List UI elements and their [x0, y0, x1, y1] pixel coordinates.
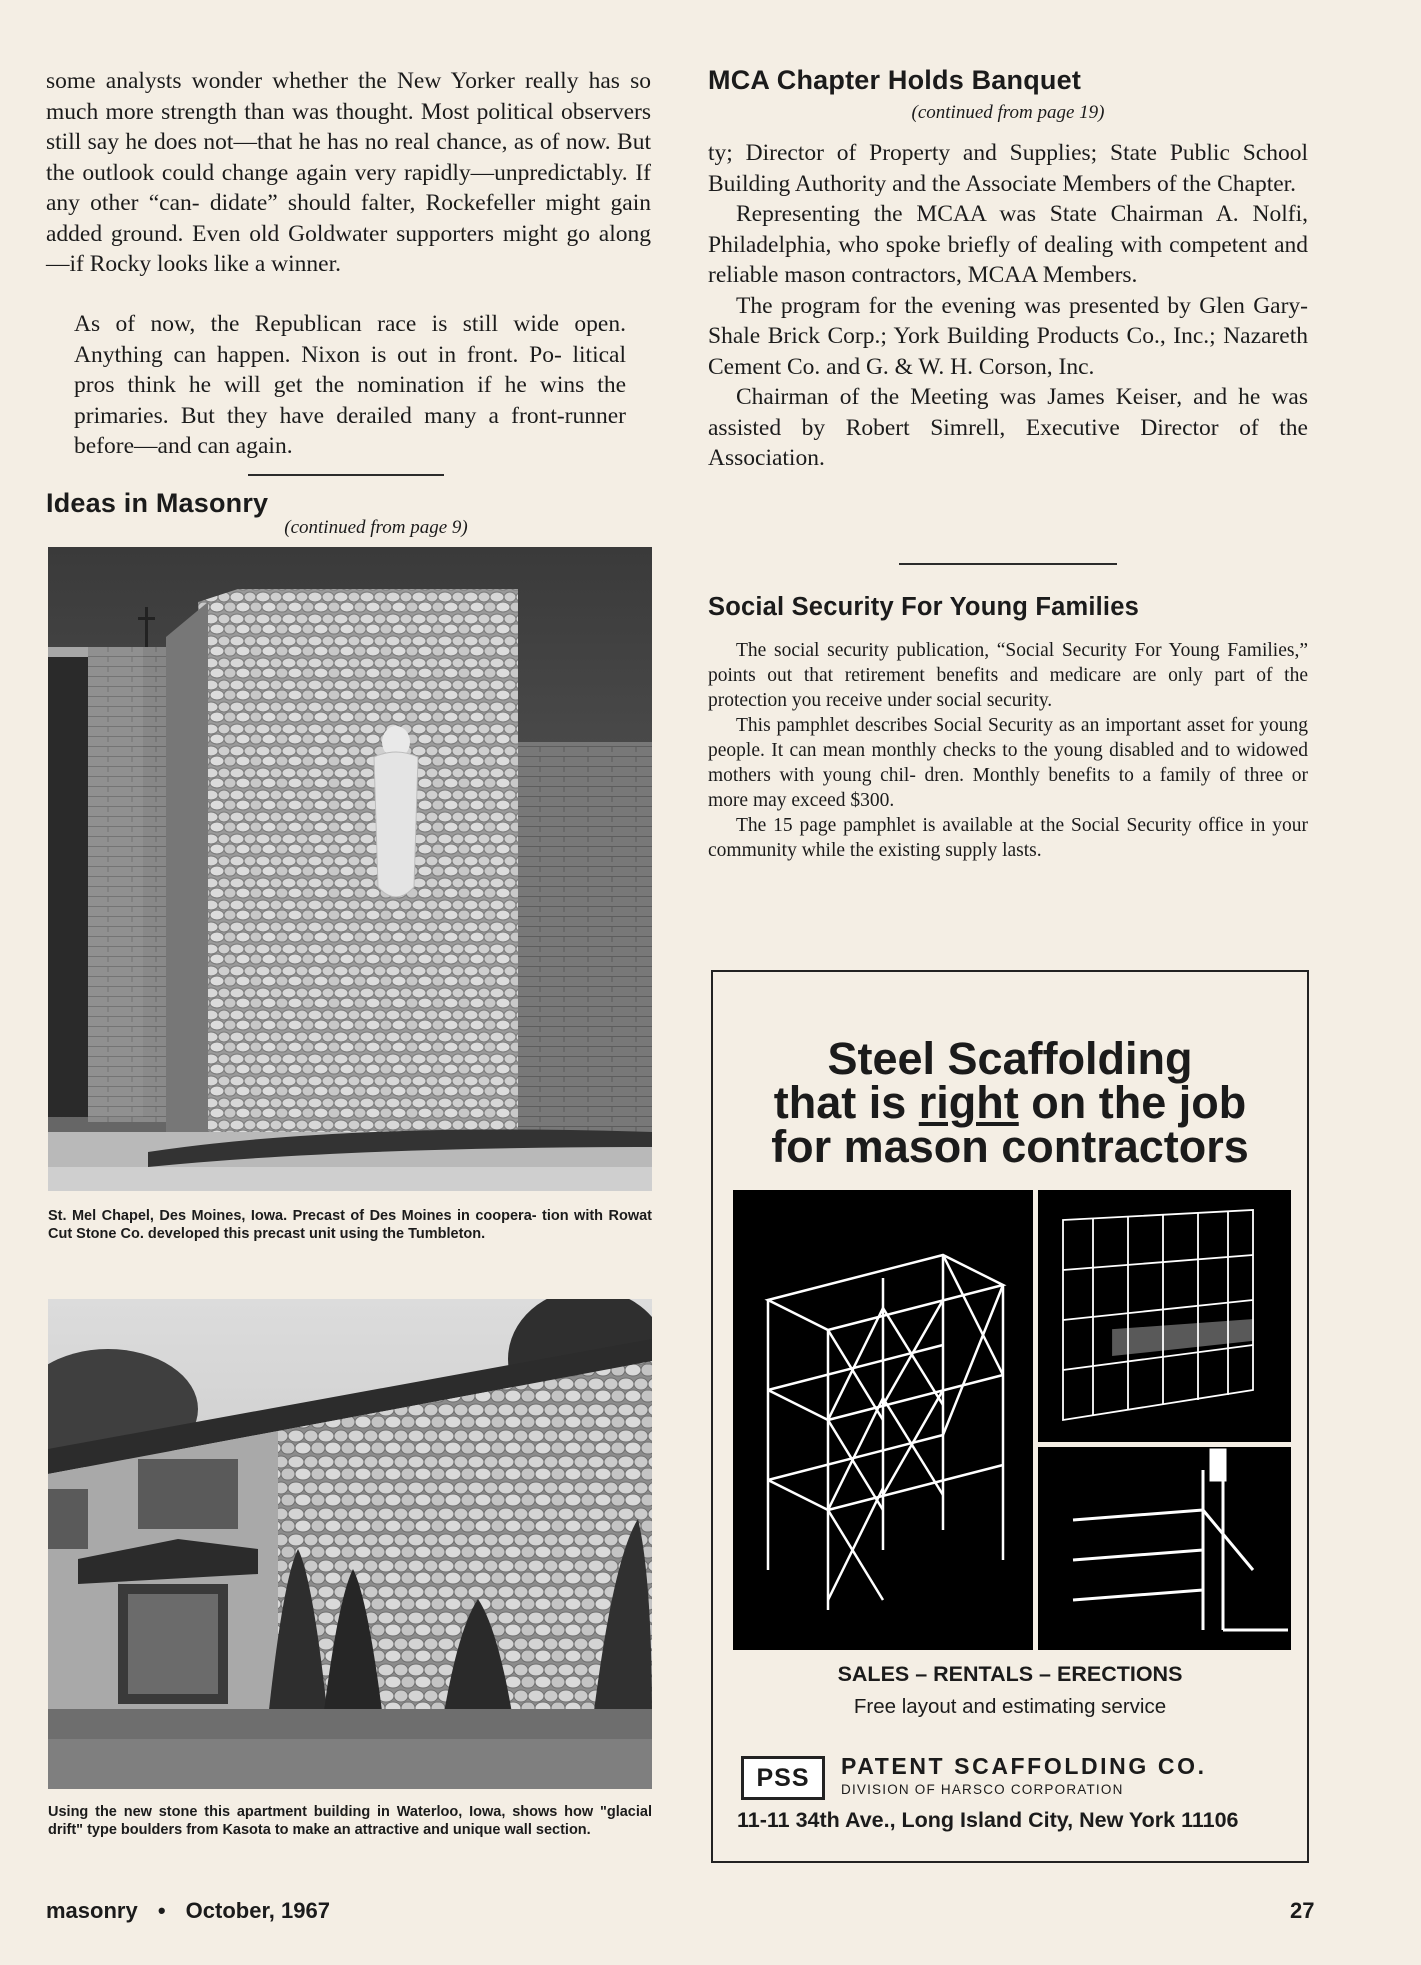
section-divider	[899, 563, 1117, 565]
mca-heading: MCA Chapter Holds Banquet	[708, 65, 1082, 95]
footer-bullet: •	[157, 1898, 166, 1923]
mca-paragraph: The program for the evening was presented by Glen Gary-Shale Brick Corp.; York Building Products Co., Inc.; Nazareth Cement Co. and G. & W. H. Corson, Inc.	[708, 292, 1308, 380]
ad-company-name: PATENT SCAFFOLDING CO.	[841, 1753, 1207, 1779]
footer-magazine-name: masonry	[46, 1898, 138, 1923]
intro-paragraph: some analysts wonder whether the New Yorker really has so much more strength than was thought. Most political observers still say he does not—that he has no real chance, as of now. But the outlook could change again very rapidly—unpredictably. If any other “can- didate” should falter, Rockefeller might gain added ground. Even old Goldwater supporters might go along —if Rocky looks like a winner.	[46, 68, 651, 277]
ideas-continued-note: (continued from page 9)	[284, 517, 468, 538]
ad-free-service: Free layout and estimating service	[853, 1695, 1167, 1718]
social-security-body	[708, 638, 1308, 863]
mca-paragraph: ty; Director of Property and Supplies; State Public School Building Authority and the Associate Members of the Chapter.	[708, 140, 1308, 197]
ad-services: SALES – RENTALS – ERECTIONS	[837, 1662, 1183, 1686]
ad-headline	[713, 1033, 1307, 1172]
mca-article-body	[708, 138, 1308, 474]
ad-division: DIVISION OF HARSCO CORPORATION	[841, 1782, 1124, 1797]
social-security-paragraph: The social security publication, “Social Security For Young Families,” points out that retirement benefits and medicare are only part of the protection you receive under social security.	[708, 640, 1308, 711]
scaffolding-advertisement	[711, 970, 1309, 1863]
page-number: 27	[1290, 1898, 1315, 1923]
apartment-photo	[48, 1299, 652, 1789]
page-footer	[46, 1898, 330, 1924]
apartment-photo-image	[48, 1299, 652, 1789]
chapel-photo-image	[48, 547, 652, 1191]
ad-headline-line2-post: on the job	[1018, 1077, 1247, 1128]
mca-paragraph: Representing the MCAA was State Chairman A. Nolfi, Philadelphia, who spoke briefly of dealing with competent and reliable mason contractors, MCAA Members.	[708, 201, 1308, 288]
mca-paragraph: Chairman of the Meeting was James Keiser, and he was assisted by Robert Simrell, Executive Director of the Association.	[708, 384, 1308, 471]
chapel-photo	[48, 547, 652, 1191]
ideas-heading: Ideas in Masonry	[46, 488, 269, 518]
ad-address: 11-11 34th Ave., Long Island City, New York 11106	[737, 1808, 1239, 1832]
ad-headline-line2-underlined: right	[918, 1077, 1019, 1128]
footer-date: October, 1967	[185, 1898, 330, 1923]
section-divider	[248, 474, 444, 476]
pss-logo-text: PSS	[756, 1764, 810, 1792]
mca-continued-note: (continued from page 19)	[911, 102, 1105, 123]
scaffolding-illustration-drawing	[733, 1190, 1291, 1650]
social-security-paragraph: The 15 page pamphlet is available at the Social Security office in your community while the existing supply lasts.	[708, 815, 1308, 861]
chapel-photo-caption: St. Mel Chapel, Des Moines, Iowa. Precast of Des Moines in coopera- tion with Rowat Cut Stone Co. developed this precast unit using the Tumbleton.	[48, 1208, 652, 1242]
pss-logo	[741, 1756, 825, 1800]
social-security-paragraph: This pamphlet describes Social Security as an important asset for young people. It can mean monthly checks to the young disabled and to widowed mothers with young chil- dren. Monthly benefits to a family of three or more may exceed $300.	[708, 715, 1308, 811]
apartment-photo-caption: Using the new stone this apartment building in Waterloo, Iowa, shows how "glacial drift" type boulders from Kasota to make an attractive and unique wall section.	[48, 1804, 652, 1838]
scaffolding-illustration	[733, 1190, 1291, 1650]
ad-headline-line3: for mason contractors	[771, 1121, 1249, 1172]
social-security-heading: Social Security For Young Families	[708, 593, 1139, 621]
republican-race-paragraph: As of now, the Republican race is still wide open. Anything can happen. Nixon is out in front. Po- litical pros think he will get the nomination if he wins the primaries. But they have derailed many a front-runner before—and can again.	[74, 311, 626, 459]
ad-headline-line1: Steel Scaffolding	[827, 1033, 1193, 1084]
ad-headline-line2-pre: that is	[773, 1077, 919, 1128]
